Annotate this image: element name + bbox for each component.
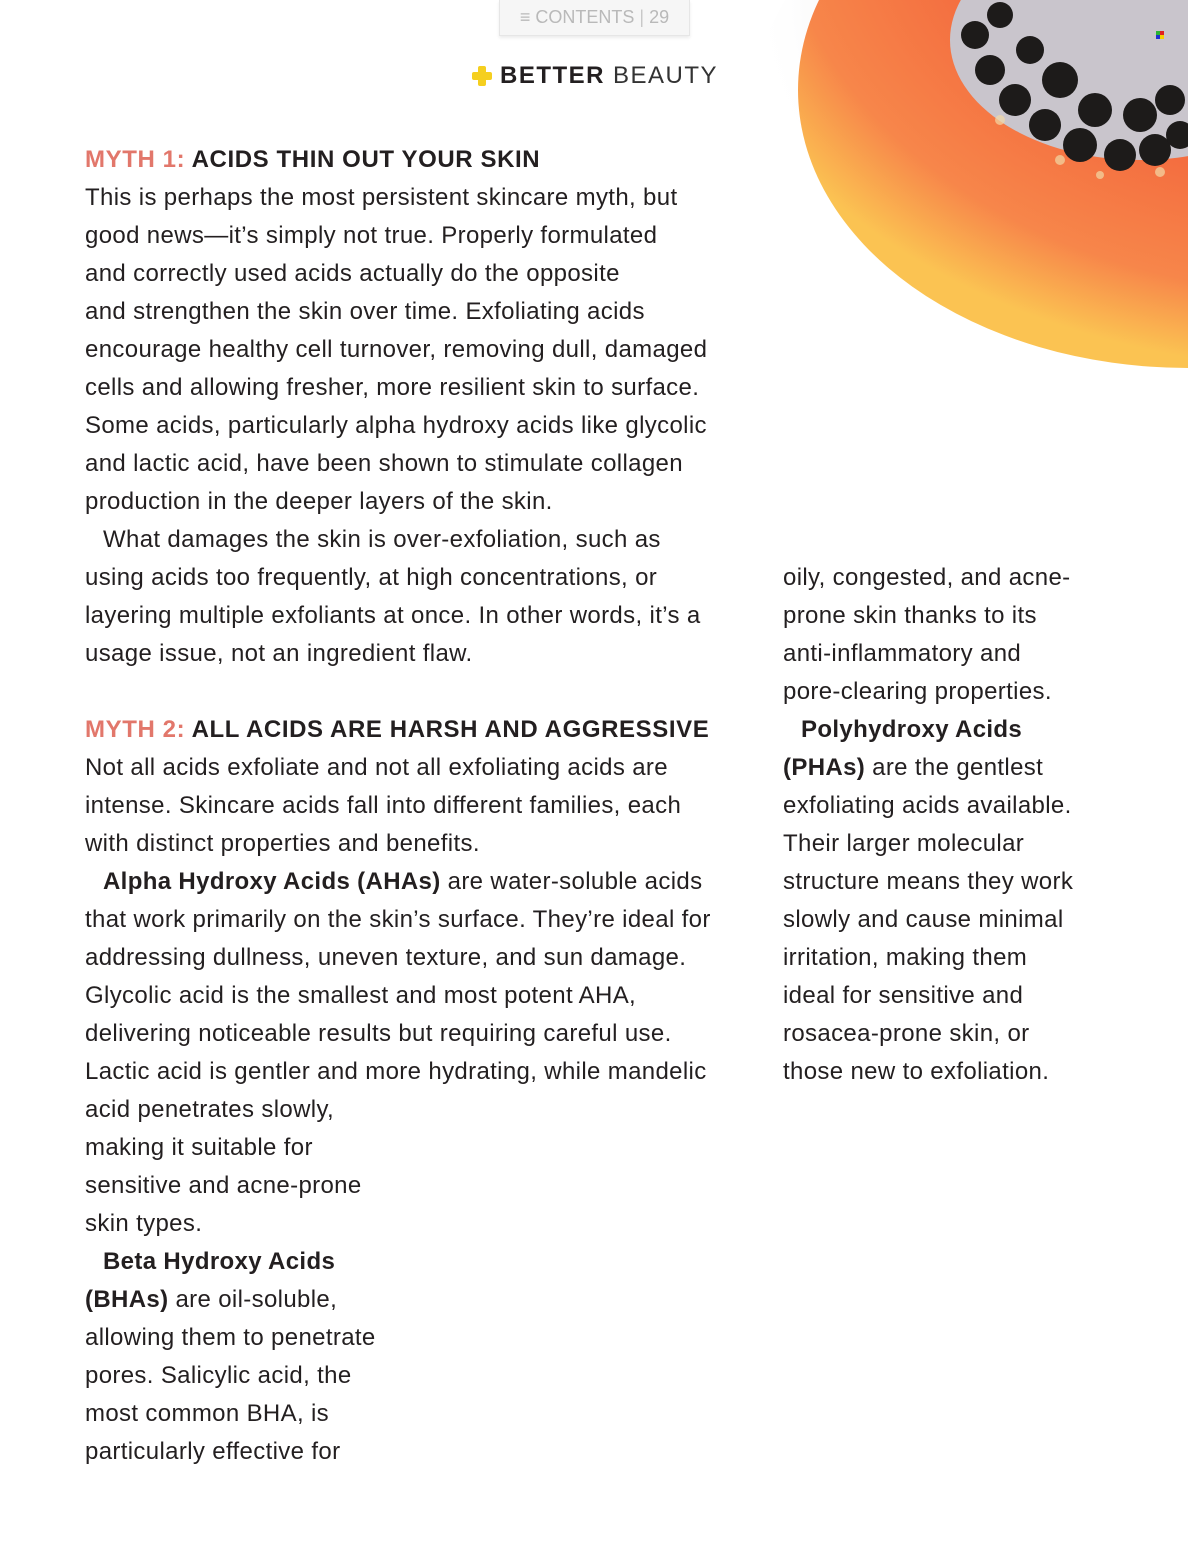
body-text-line <box>85 635 711 673</box>
line-text: cells and allowing fresher, more resilient skin to surface. <box>85 374 700 401</box>
line-text: addressing dullness, uneven texture, and sun damage. <box>85 944 687 971</box>
body-text-line <box>85 1433 711 1471</box>
line-text: are water-soluble acids <box>440 868 703 895</box>
body-text-line <box>783 825 1073 863</box>
line-text: usage issue, not an ingredient flaw. <box>85 640 473 667</box>
body-text-line <box>85 1129 711 1167</box>
line-text: Lactic acid is gentler and more hydrating, while mandelic <box>85 1058 707 1085</box>
line-text: Some acids, particularly alpha hydroxy acids like glycolic <box>85 412 707 439</box>
body-text-line <box>783 711 1073 749</box>
heading-text: ALL ACIDS ARE HARSH AND AGGRESSIVE <box>185 716 710 743</box>
section-heading <box>85 711 711 749</box>
brand-light: BEAUTY <box>613 62 719 89</box>
brand-bold: BETTER <box>500 62 605 89</box>
body-text-line <box>85 1053 711 1091</box>
body-text-line <box>783 749 1073 787</box>
body-text-line <box>85 217 711 255</box>
contents-label: CONTENTS <box>535 7 635 27</box>
line-text: acid penetrates slowly, <box>85 1096 335 1123</box>
body-text-line <box>85 1167 711 1205</box>
body-text-line <box>85 407 711 445</box>
body-text-line <box>783 1015 1073 1053</box>
body-text-line <box>85 1015 711 1053</box>
body-text-line <box>85 369 711 407</box>
bold-term: Beta Hydroxy Acids <box>103 1248 336 1275</box>
page-number: 29 <box>649 7 670 27</box>
line-text: production in the deeper layers of the skin. <box>85 488 553 515</box>
line-text: are the gentlest <box>865 754 1044 781</box>
line-text: sensitive and acne-prone <box>85 1172 362 1199</box>
divider: | <box>639 7 645 27</box>
body-text-line <box>85 1281 711 1319</box>
body-text-line <box>783 787 1073 825</box>
line-text: ideal for sensitive and <box>783 982 1024 1009</box>
body-text-line <box>85 521 711 559</box>
body-text-line <box>85 749 711 787</box>
body-text-line <box>783 597 1073 635</box>
line-text: using acids too frequently, at high concentrations, or <box>85 564 658 591</box>
line-text: rosacea-prone skin, or <box>783 1020 1030 1047</box>
line-text: making it suitable for <box>85 1134 313 1161</box>
body-text-line <box>85 597 711 635</box>
line-text: irritation, making them <box>783 944 1028 971</box>
line-text: and strengthen the skin over time. Exfoliating acids <box>85 298 645 325</box>
body-text-line <box>85 1205 711 1243</box>
line-text: skin types. <box>85 1210 203 1237</box>
body-text-line <box>85 787 711 825</box>
line-text: good news—it’s simply not true. Properly formulated <box>85 222 658 249</box>
body-text-line <box>85 1357 711 1395</box>
contents-button[interactable] <box>499 0 690 36</box>
line-text: particularly effective for <box>85 1438 341 1465</box>
body-text-line <box>85 1395 711 1433</box>
body-text-line <box>85 445 711 483</box>
heading-text: ACIDS THIN OUT YOUR SKIN <box>185 146 541 173</box>
line-text: delivering noticeable results but requiring careful use. <box>85 1020 672 1047</box>
body-text-line <box>783 939 1073 977</box>
line-text: slowly and cause minimal <box>783 906 1064 933</box>
yellow-plus-icon <box>472 66 492 86</box>
line-text: prone skin thanks to its <box>783 602 1037 629</box>
line-text: most common BHA, is <box>85 1400 330 1427</box>
line-text: Their larger molecular <box>783 830 1025 857</box>
body-text-line <box>783 901 1073 939</box>
body-text-line <box>85 293 711 331</box>
body-text-line <box>85 863 711 901</box>
body-text-line <box>85 255 711 293</box>
line-text: intense. Skincare acids fall into different families, each <box>85 792 682 819</box>
body-text-line <box>783 977 1073 1015</box>
body-text-line <box>85 901 711 939</box>
line-text: that work primarily on the skin’s surface. They’re ideal for <box>85 906 711 933</box>
body-text-line <box>783 635 1073 673</box>
body-text-line <box>85 1319 711 1357</box>
line-text: are oil-soluble, <box>168 1286 338 1313</box>
body-text-line <box>85 483 711 521</box>
line-text: and lactic acid, have been shown to stimulate collagen <box>85 450 683 477</box>
bold-term: (BHAs) <box>85 1286 169 1313</box>
body-text-line <box>85 331 711 369</box>
body-text-line <box>85 977 711 1015</box>
papaya-image <box>700 0 1188 420</box>
line-text: layering multiple exfoliants at once. In other words, it’s a <box>85 602 701 629</box>
line-text: exfoliating acids available. <box>783 792 1072 819</box>
line-text: encourage healthy cell turnover, removing dull, damaged <box>85 336 708 363</box>
line-text: oily, congested, and acne- <box>783 564 1071 591</box>
line-text: What damages the skin is over-exfoliation, such as <box>103 526 661 553</box>
body-text-line <box>783 1053 1073 1091</box>
right-column <box>783 559 1073 1091</box>
menu-lines-icon: ≡ <box>519 7 531 27</box>
line-text: and correctly used acids actually do the opposite <box>85 260 620 287</box>
body-text-line <box>85 559 711 597</box>
line-text: anti-inflammatory and <box>783 640 1022 667</box>
line-text: Glycolic acid is the smallest and most potent AHA, <box>85 982 637 1009</box>
body-text-line <box>85 179 711 217</box>
body-text-line <box>85 825 711 863</box>
section-brand <box>472 62 718 90</box>
body-text-line <box>783 863 1073 901</box>
line-text: pore-clearing properties. <box>783 678 1052 705</box>
line-text: pores. Salicylic acid, the <box>85 1362 352 1389</box>
line-text: Not all acids exfoliate and not all exfoliating acids are <box>85 754 668 781</box>
myth-label: MYTH 2: <box>85 716 186 743</box>
body-text-line <box>85 1091 711 1129</box>
color-squares-icon <box>1156 31 1164 39</box>
bold-term: (PHAs) <box>783 754 866 781</box>
line-text: with distinct properties and benefits. <box>85 830 480 857</box>
left-column <box>85 141 711 1471</box>
bold-term: Polyhydroxy Acids <box>801 716 1023 743</box>
body-text-line <box>85 1243 711 1281</box>
body-text-line <box>783 559 1073 597</box>
section-heading <box>85 141 711 179</box>
bold-term: Alpha Hydroxy Acids (AHAs) <box>103 868 441 895</box>
line-text: those new to exfoliation. <box>783 1058 1050 1085</box>
line-text: This is perhaps the most persistent skincare myth, but <box>85 184 678 211</box>
line-text: structure means they work <box>783 868 1074 895</box>
body-text-line <box>85 939 711 977</box>
body-text-line <box>783 673 1073 711</box>
line-text: allowing them to penetrate <box>85 1324 376 1351</box>
body-text-line <box>85 673 711 711</box>
myth-label: MYTH 1: <box>85 146 186 173</box>
